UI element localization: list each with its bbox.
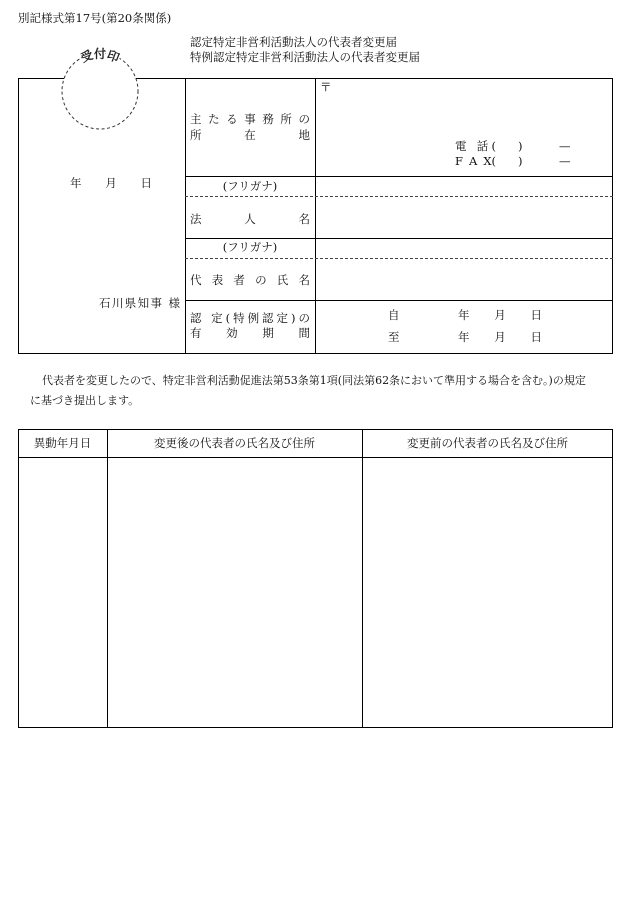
validity-label-line2: 有 効 期 間 bbox=[190, 327, 310, 339]
phone-label: 電 話( bbox=[455, 140, 496, 152]
new-representative-cell bbox=[108, 458, 362, 727]
statement-line2: に基づき提出します。 bbox=[30, 394, 140, 407]
corp-name-furigana-field bbox=[316, 177, 612, 196]
rep-name-field bbox=[316, 259, 612, 300]
corp-name-label: 法 人 名 bbox=[190, 213, 310, 225]
validity-label-line1: 認 定(特例認定)の bbox=[190, 312, 310, 324]
header-new-representative: 変更後の代表者の氏名及び住所 bbox=[154, 436, 315, 450]
fax-paren-close: ) bbox=[518, 154, 523, 168]
office-address-label-line2: 所 在 地 bbox=[190, 129, 310, 141]
phone-dash: — bbox=[559, 139, 571, 153]
form-title-special-certified: 特例認定特定非営利活動法人の代表者変更届 bbox=[190, 50, 420, 64]
stamp-label: 受付印 bbox=[78, 47, 122, 66]
rep-name-label: 代 表 者 の 氏 名 bbox=[190, 274, 310, 286]
phone-paren-close: ) bbox=[518, 139, 523, 153]
postal-mark: 〒 bbox=[320, 80, 332, 94]
form-title-certified: 認定特定非営利活動法人の代表者変更届 bbox=[190, 35, 397, 49]
addressee: 石川県知事 様 bbox=[99, 297, 180, 309]
rep-name-furigana-field bbox=[316, 239, 612, 258]
fax-dash: — bbox=[559, 154, 571, 168]
header-old-representative: 変更前の代表者の氏名及び住所 bbox=[407, 436, 568, 450]
validity-from-date: 年 月 日 bbox=[458, 309, 542, 321]
reception-stamp bbox=[50, 35, 150, 135]
column-divider bbox=[185, 78, 186, 354]
fax-label: F A X( bbox=[455, 155, 496, 167]
statement-line1: 代表者を変更したので、特定非営利活動促進法第53条第1項(同法第62条において準用する場合を含む。)の規定 bbox=[42, 374, 586, 387]
corp-name-furigana-label: (フリガナ) bbox=[222, 179, 278, 193]
submission-date: 年 月 日 bbox=[70, 177, 152, 189]
office-address-label-line1: 主 た る 事 務 所 の bbox=[190, 113, 310, 125]
validity-to-mark: 至 bbox=[388, 330, 400, 344]
change-date-cell bbox=[19, 458, 107, 727]
form-number: 別記様式第17号(第20条関係) bbox=[18, 11, 172, 25]
validity-from-mark: 自 bbox=[388, 308, 400, 322]
corp-name-field bbox=[316, 197, 612, 238]
stamp-circle bbox=[62, 53, 138, 129]
validity-to-date: 年 月 日 bbox=[458, 331, 542, 343]
rep-name-furigana-label: (フリガナ) bbox=[222, 240, 278, 254]
header-change-date: 異動年月日 bbox=[33, 436, 92, 450]
old-representative-cell bbox=[363, 458, 612, 727]
